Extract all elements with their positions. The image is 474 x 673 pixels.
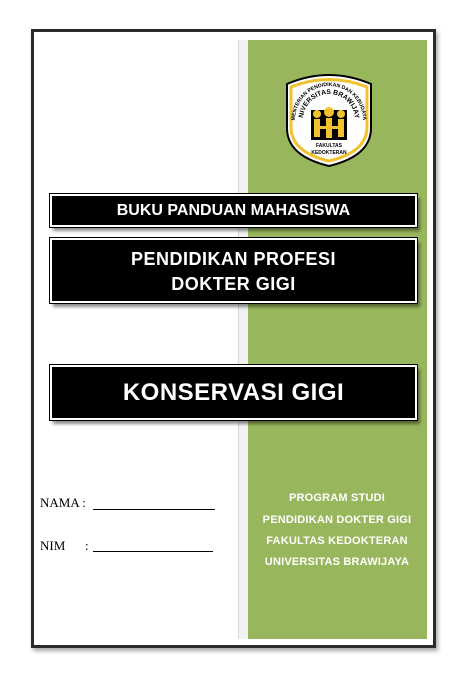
program-title-line2: DOKTER GIGI [171, 274, 296, 294]
subject-title: KONSERVASI GIGI [122, 379, 345, 406]
nim-label: NIM [40, 538, 66, 553]
nama-label: NAMA : [40, 495, 86, 510]
divider-stripe [238, 40, 248, 639]
university-seal-icon [281, 70, 377, 168]
institution-line1: PROGRAM STUDI [288, 492, 386, 504]
nim-colon: : [85, 538, 89, 553]
guide-title: BUKU PANDUAN MAHASISWA [116, 202, 351, 219]
guide-title-bar [50, 194, 417, 227]
institution-line3: FAKULTAS KEDOKTERAN [266, 535, 408, 547]
program-title-bar [50, 238, 417, 303]
institution-line4: UNIVERSITAS BRAWIJAYA [264, 556, 410, 568]
figures-emblem [311, 107, 347, 140]
logo-ring-bottom-2: KEDOKTERAN [311, 150, 347, 156]
logo-ring-bottom-1: FAKULTAS [316, 143, 342, 149]
subject-title-bar [50, 365, 417, 420]
nim-input-line[interactable] [93, 551, 213, 552]
logo-ring-top: MENTERIAN PENDIDIKAN DAN KEBUDAYA [290, 81, 368, 121]
logo-ring-mid: NIVERSITAS BRAWIJAY [298, 88, 360, 119]
nama-input-line[interactable] [93, 509, 215, 510]
university-logo [281, 70, 377, 168]
institution-line2: PENDIDIKAN DOKTER GIGI [262, 514, 412, 526]
program-title-line1: PENDIDIKAN PROFESI [130, 249, 337, 269]
